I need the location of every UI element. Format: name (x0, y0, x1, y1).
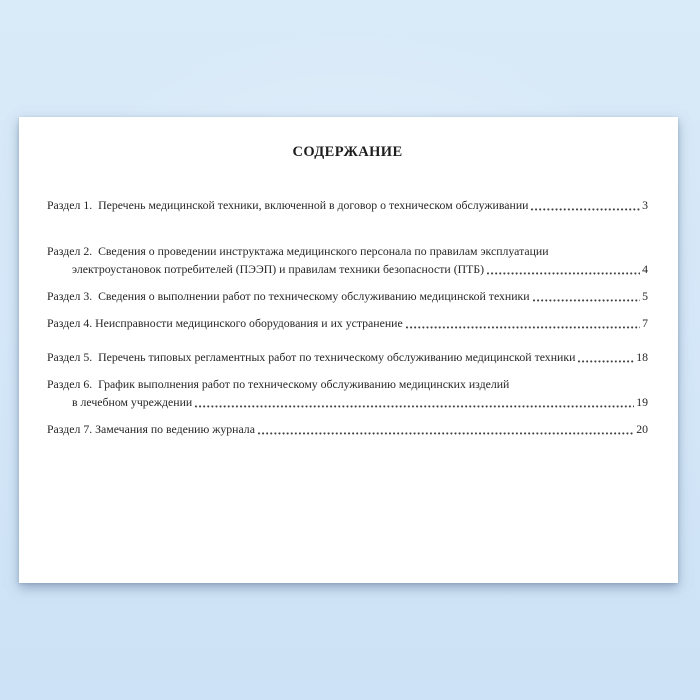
toc-entry-line (47, 375, 648, 393)
dot-leader (258, 432, 634, 435)
document-page (19, 117, 678, 583)
toc-entry-line (47, 420, 648, 438)
toc-entry-text: Раздел 1. Перечень медицинской техники, включенной в договор о техническом обслуживании (47, 198, 529, 212)
toc-page-number: 4 (642, 262, 648, 276)
dot-leader (533, 299, 640, 302)
toc-entry-text: Раздел 2. Сведения о проведении инструктажа медицинского персонала по правилам эксплуатации (47, 244, 549, 258)
toc-entry-text: Раздел 7. Замечания по ведению журнала (47, 422, 255, 436)
dot-leader (531, 208, 640, 211)
toc-entry-line (47, 260, 648, 278)
toc-entry (47, 242, 648, 278)
toc-entry-line (47, 196, 648, 214)
toc-page-number: 18 (636, 350, 648, 364)
toc-page-number: 5 (642, 289, 648, 303)
toc-entry-line (47, 242, 648, 260)
toc-entry-text: в лечебном учреждении (72, 395, 193, 409)
toc-entry-line (47, 348, 648, 366)
toc-entry-text: Раздел 6. График выполнения работ по техническому обслуживанию медицинских изделий (47, 377, 510, 391)
page-title: СОДЕРЖАНИЕ (292, 144, 403, 160)
toc-entry (47, 196, 648, 214)
toc-page-number: 7 (642, 316, 648, 330)
toc-entry (47, 314, 648, 332)
dot-leader (487, 272, 640, 275)
toc-entry (47, 375, 648, 411)
table-of-contents (47, 196, 648, 438)
dot-leader (195, 405, 634, 408)
toc-page-number: 19 (636, 395, 648, 409)
toc-entry-line (47, 393, 648, 411)
toc-entry-text: Раздел 5. Перечень типовых регламентных работ по техническому обслуживанию медицинской техники (47, 350, 576, 364)
toc-entry-line (47, 314, 648, 332)
toc-entry (47, 348, 648, 366)
toc-page-number: 3 (642, 198, 648, 212)
toc-page-number: 20 (636, 422, 648, 436)
toc-entry-text: Раздел 3. Сведения о выполнении работ по техническому обслуживанию медицинской техники (47, 289, 530, 303)
toc-entry-text: электроустановок потребителей (ПЭЭП) и правилам техники безопасности (ПТБ) (72, 262, 485, 276)
toc-entry-text: Раздел 4. Неисправности медицинского оборудования и их устранение (47, 316, 403, 330)
toc-entry (47, 420, 648, 438)
dot-leader (578, 360, 634, 363)
dot-leader (406, 326, 640, 329)
toc-entry-line (47, 287, 648, 305)
toc-entry (47, 287, 648, 305)
